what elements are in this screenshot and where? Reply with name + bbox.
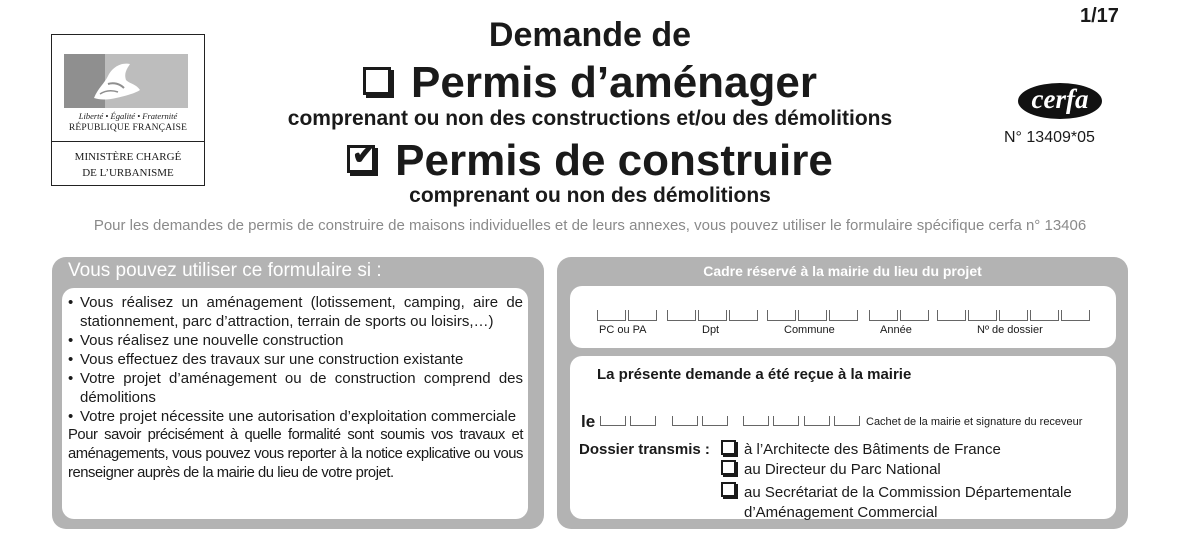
dossier-transmis-label: Dossier transmis : [579, 441, 710, 458]
republique-label: RÉPUBLIQUE FRANÇAISE [68, 123, 188, 133]
le-label: le [581, 412, 596, 431]
cerfa-number: N° 13409*05 [1004, 129, 1095, 146]
list-item: • Votre projet nécessite une autorisation d’exploitation commerciale [68, 407, 523, 426]
option-permis-amenager [210, 58, 970, 108]
permis-amenager-label: Permis d’aménager [411, 58, 817, 107]
cdac-label: au Secrétariat de la Commission Départementale d’Aménagement Commercial [744, 484, 1072, 521]
usage-list [68, 293, 523, 483]
abf-label: à l’Architecte des Bâtiments de France [744, 441, 1001, 458]
usage-panel-heading: Vous pouvez utiliser ce formulaire si : [68, 260, 382, 281]
usage-footer-text: Pour savoir précisément à quelle formalité sont soumis vos travaux et aménagements, vous pouvez vous reporter à la notice explicative ou vous renseigner auprès de la mairie du lieu de votre projet. [68, 427, 523, 481]
annee-label: Année [880, 324, 912, 336]
list-item: • Vous effectuez des travaux sur une construction existante [68, 350, 523, 369]
permis-construire-checkbox[interactable] [347, 139, 376, 173]
page-number: 1/17 [1080, 5, 1119, 27]
checkmark-icon: ✔ [352, 139, 376, 171]
cerfa-note: Pour les demandes de permis de construire de maisons individuelles et de leurs annexes, vous pouvez utiliser le formulaire spécifique cerfa n° 13406 [93, 217, 1087, 234]
cdac-checkbox[interactable] [721, 482, 736, 497]
option-permis-construire [210, 136, 970, 186]
mairie-panel-heading: Cadre réservé à la mairie du lieu du projet [703, 263, 982, 279]
title-line-1: Demande de [488, 16, 692, 54]
cerfa-logo: cerfa [1018, 83, 1102, 119]
abf-checkbox[interactable] [721, 440, 736, 455]
republique-logo [51, 34, 205, 186]
dpt-label: Dpt [702, 324, 720, 336]
ministry-line-1: MINISTÈRE CHARGÉ [74, 151, 182, 163]
parc-national-checkbox[interactable] [721, 460, 736, 475]
permis-amenager-checkbox[interactable] [363, 67, 391, 95]
dossier-number-label: Nº de dossier [977, 324, 1043, 336]
commune-label: Commune [784, 324, 835, 336]
parc-national-label: au Directeur du Parc National [744, 461, 941, 478]
permis-amenager-subtitle: comprenant ou non des constructions et/ou des démolitions [287, 107, 893, 130]
stamp-label: Cachet de la mairie et signature du receveur [866, 416, 1083, 428]
permis-construire-label: Permis de construire [395, 136, 833, 185]
ministry-label [52, 149, 204, 181]
reception-text: La présente demande a été reçue à la mairie [597, 366, 912, 383]
republique-motto: Liberté • Égalité • Fraternité [78, 111, 178, 121]
list-item: • Votre projet d’aménagement ou de construction comprend des démolitions [68, 369, 523, 407]
list-item: • Vous réalisez un aménagement (lotissement, camping, aire de stationnement, parc d’attraction, terrain de sports ou loisirs,…) [68, 293, 523, 331]
permis-construire-subtitle: comprenant ou non des démolitions [409, 184, 771, 207]
list-item: • Vous réalisez une nouvelle construction [68, 331, 523, 350]
ministry-line-2: DE L’URBANISME [82, 167, 174, 179]
pc-pa-label: PC ou PA [599, 324, 647, 336]
marianne-flag-icon [64, 54, 188, 108]
